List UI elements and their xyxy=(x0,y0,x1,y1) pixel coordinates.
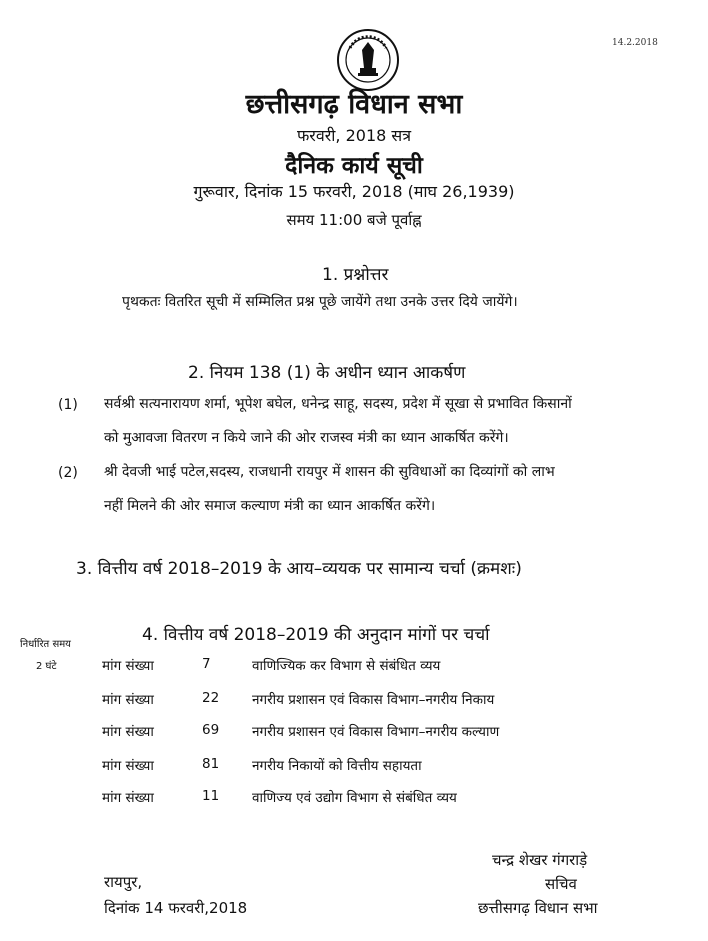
item-1-line-1: सर्वश्री सत्यनारायण शर्मा, भूपेश बघेल, धनेन्द्र साहू, सदस्य, प्रदेश में सूखा से प्रभावित किसानों xyxy=(104,396,572,412)
demand-label: मांग संख्या xyxy=(102,692,154,708)
time-allotted-label: निर्धारित समय xyxy=(20,639,71,650)
section-3-heading: 3. वित्तीय वर्ष 2018–2019 के आय–व्ययक पर सामान्य चर्चा (क्रमशः) xyxy=(76,559,522,579)
demand-number: 7 xyxy=(202,656,211,672)
section-2-heading: 2. नियम 138 (1) के अधीन ध्यान आकर्षण xyxy=(188,363,466,383)
assembly-seal xyxy=(336,28,400,92)
designation: सचिव xyxy=(545,875,577,893)
demand-description: नगरीय प्रशासन एवं विकास विभाग–नगरीय कल्याण xyxy=(252,724,500,740)
corner-date: 14.2.2018 xyxy=(612,38,658,48)
demand-description: वाणिज्य एवं उद्योग विभाग से संबंधित व्यय xyxy=(252,790,457,806)
place: रायपुर, xyxy=(104,873,143,891)
section-1-text: पृथकतः वितरित सूची में सम्मिलित प्रश्न पूछे जायेंगे तथा उनके उत्तर दिये जायेंगे। xyxy=(122,294,518,310)
item-1-line-2: को मुआवजा वितरण न किये जाने की ओर राजस्व मंत्री का ध्यान आकर्षित करेंगे। xyxy=(104,430,509,446)
demand-label: मांग संख्या xyxy=(102,758,154,774)
signatory-name: चन्द्र शेखर गंगराड़े xyxy=(492,851,588,869)
demand-number: 69 xyxy=(202,722,220,738)
item-2-line-2: नहीं मिलने की ओर समाज कल्याण मंत्री का ध्यान आकर्षित करेंगे। xyxy=(104,498,436,514)
item-2-number: (2) xyxy=(58,465,78,481)
time-line: समय 11:00 बजे पूर्वाह्न xyxy=(286,211,422,229)
demand-number: 22 xyxy=(202,690,220,706)
item-1-number: (1) xyxy=(58,397,78,413)
agenda-title: दैनिक कार्य सूची xyxy=(285,153,423,179)
date-line: गुरूवार, दिनांक 15 फरवरी, 2018 (माघ 26,1939) xyxy=(193,182,515,201)
section-1-heading: 1. प्रश्नोत्तर xyxy=(322,265,389,285)
demand-label: मांग संख्या xyxy=(102,724,154,740)
demand-description: वाणिज्यिक कर विभाग से संबंधित व्यय xyxy=(252,658,441,674)
demand-label: मांग संख्या xyxy=(102,790,154,806)
session-line: फरवरी, 2018 सत्र xyxy=(296,126,412,145)
time-allotted-value: 2 घंटे xyxy=(36,661,57,672)
demand-description: नगरीय प्रशासन एवं विकास विभाग–नगरीय निकाय xyxy=(252,692,495,708)
assembly-title: छत्तीसगढ़ विधान सभा xyxy=(245,89,463,120)
demand-label: मांग संख्या xyxy=(102,658,154,674)
organization: छत्तीसगढ़ विधान सभा xyxy=(478,899,598,917)
item-2-line-1: श्री देवजी भाई पटेल,सदस्य, राजधानी रायपुर में शासन की सुविधाओं का दिव्यांगों को लाभ xyxy=(104,464,555,480)
section-4-heading: 4. वित्तीय वर्ष 2018–2019 की अनुदान मांगों पर चर्चा xyxy=(142,625,490,645)
demand-number: 11 xyxy=(202,788,220,804)
assembly-seal-icon xyxy=(336,28,400,92)
demand-description: नगरीय निकायों को वित्तीय सहायता xyxy=(252,758,422,774)
issue-date: दिनांक 14 फरवरी,2018 xyxy=(104,899,248,917)
demand-number: 81 xyxy=(202,756,220,772)
